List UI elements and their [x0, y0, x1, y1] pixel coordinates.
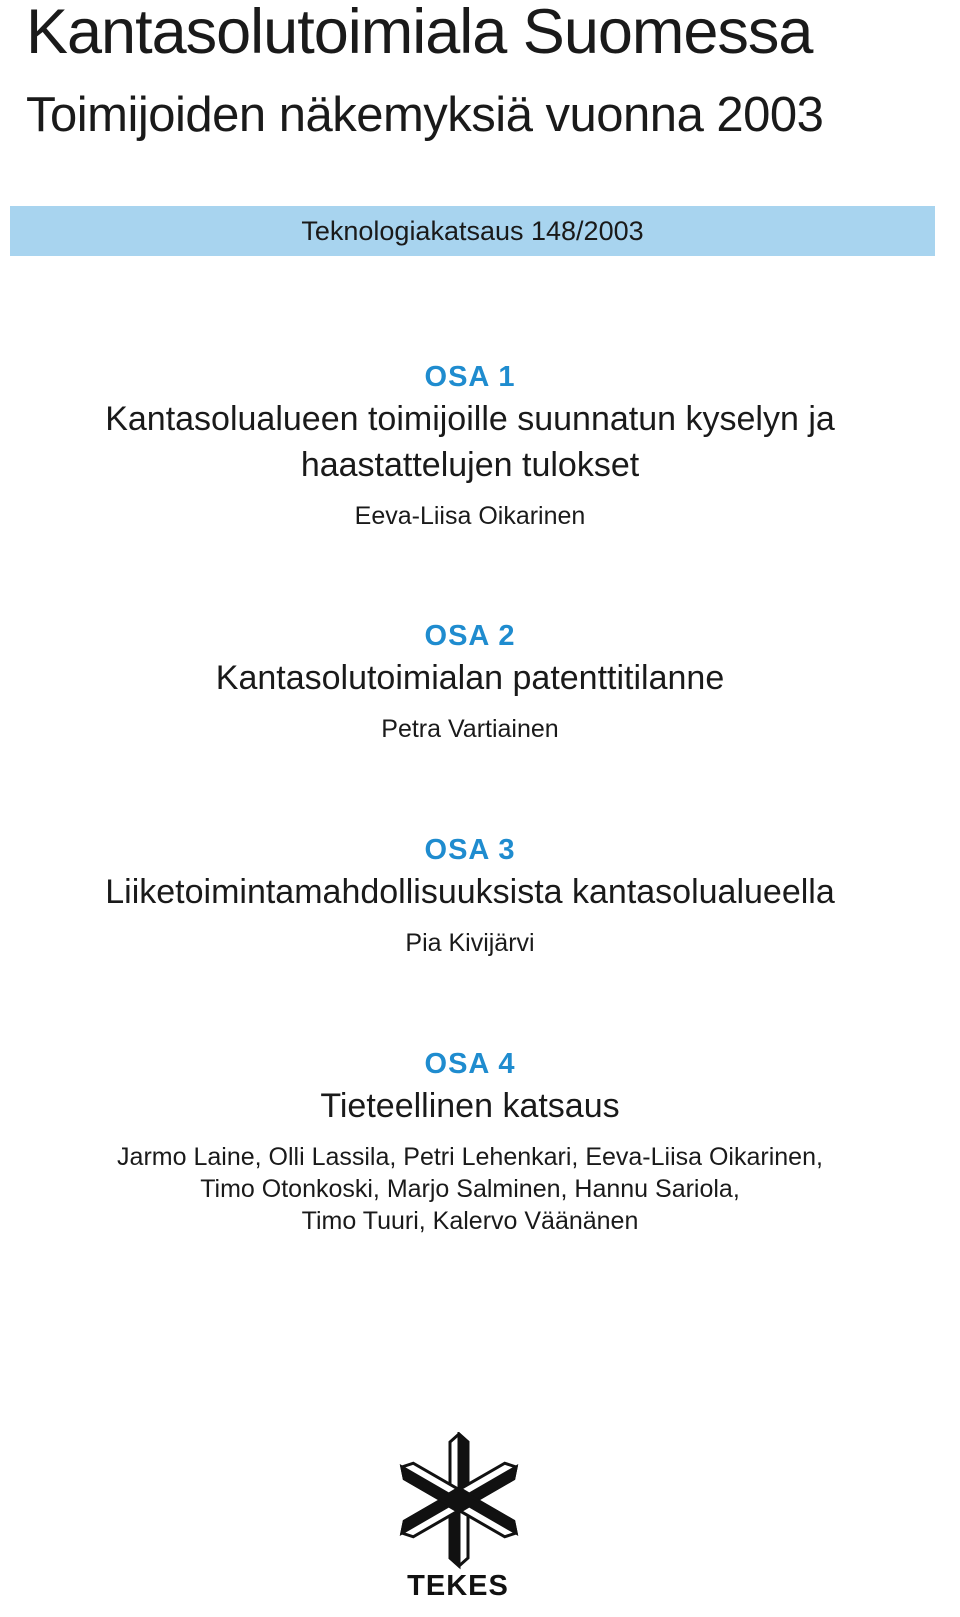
- part-3: [0, 833, 940, 959]
- tekes-logo-text: TEKES: [407, 1570, 509, 1602]
- part-4: [0, 1047, 940, 1237]
- series-band: [10, 206, 935, 256]
- part-label: OSA 3: [424, 834, 516, 866]
- part-title-line: Tieteellinen katsaus: [320, 1087, 620, 1125]
- part-label: OSA 2: [424, 620, 516, 652]
- part-1: [0, 360, 940, 532]
- part-title-line: haastattelujen tulokset: [300, 446, 640, 484]
- part-2: [0, 619, 940, 745]
- series-number: Teknologiakatsaus 148/2003: [301, 215, 644, 246]
- part-label: OSA 1: [424, 361, 516, 393]
- part-authors-line: Timo Otonkoski, Marjo Salminen, Hannu Sariola,: [200, 1175, 740, 1203]
- part-author: Petra Vartiainen: [381, 715, 559, 743]
- part-title-line: Kantasolutoimialan patenttitilanne: [215, 659, 725, 697]
- document-title: Kantasolutoimiala Suomessa: [26, 0, 813, 67]
- part-title-line: Kantasolualueen toimijoille suunnatun kyselyn ja: [105, 400, 835, 438]
- part-author: Pia Kivijärvi: [405, 929, 535, 957]
- part-label: OSA 4: [424, 1048, 516, 1080]
- part-authors-line: Timo Tuuri, Kalervo Väänänen: [301, 1207, 639, 1235]
- part-authors-line: Jarmo Laine, Olli Lassila, Petri Lehenkari, Eeva-Liisa Oikarinen,: [117, 1143, 823, 1171]
- part-title-line: Liiketoimintamahdollisuuksista kantasolualueella: [105, 873, 835, 911]
- document-subtitle: Toimijoiden näkemyksiä vuonna 2003: [26, 88, 824, 142]
- part-author: Eeva-Liisa Oikarinen: [354, 502, 586, 530]
